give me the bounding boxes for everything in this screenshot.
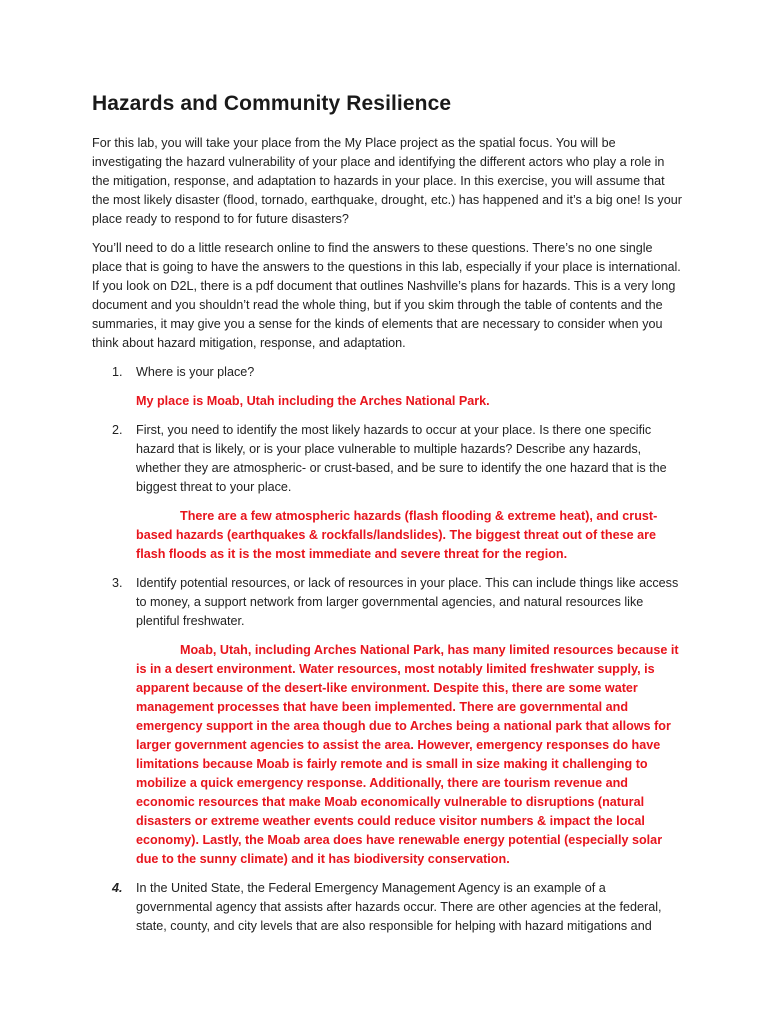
document-title: Hazards and Community Resilience: [92, 92, 452, 115]
question-2-prompt: [92, 421, 682, 497]
question-4: [92, 879, 682, 936]
question-3-prompt: [92, 574, 682, 631]
question-4-text: In the United State, the Federal Emergency Management Agency is an example of a governmental agency that assists after hazards occur. There are other agencies at the federal, state, county, and city levels that are also responsible for helping with hazard mitigations and: [136, 881, 662, 933]
question-1-prompt: [92, 363, 682, 382]
question-3-answer: Moab, Utah, including Arches National Park, has many limited resources because it is in a desert environment. Water resources, most notably limited freshwater supply, is apparent because of the desert-like environment. Despite this, there are some water management processes that have been implemented. There are governmental and emergency support in the area though due to Arches being a national park that allows for larger government agencies to assist the area. However, emergency responses do have limitations because Moab is fairly remote and is small in size making it challenging to mobilize a quick emergency response. Additionally, there are tourism revenue and economic resources that make Moab economically vulnerable to disruptions (natural disasters or extreme weather events could reduce visitor numbers & impact the local economy). Lastly, the Moab area does have renewable energy potential (especially solar due to the sunny climate) and it has biodiversity conservation.: [136, 643, 679, 866]
question-1: [92, 363, 682, 411]
question-1-answer: My place is Moab, Utah including the Arches National Park.: [136, 394, 490, 408]
intro-paragraph-2: You’ll need to do a little research online to find the answers to these questions. There’s no one single place that is going to have the answers to the questions in this lab, especially if your place is international. If you look on D2L, there is a pdf document that outlines Nashville’s plans for hazards. This is a very long document and you shouldn’t read the whole thing, but if you skim through the table of contents and the summaries, it may give you a sense for the kinds of elements that are necessary to consider when you think about hazard mitigation, response, and adaptation.: [92, 241, 681, 350]
question-3-text: Identify potential resources, or lack of resources in your place. This can include things like access to money, a support network from larger governmental agencies, and natural resources like plentiful freshwater.: [136, 576, 679, 628]
question-3: [92, 574, 682, 869]
question-4-number: 4.: [112, 881, 123, 895]
question-4-prompt: [92, 879, 682, 936]
question-2-number: 2.: [112, 423, 123, 437]
question-2-answer: There are a few atmospheric hazards (flash flooding & extreme heat), and crust-based hazards (earthquakes & rockfalls/landslides). The biggest threat out of these are flash floods as it is the most immediate and severe threat for the region.: [136, 509, 658, 561]
question-1-number: 1.: [112, 365, 123, 379]
question-2-text: First, you need to identify the most likely hazards to occur at your place. Is there one specific hazard that is likely, or is your place vulnerable to multiple hazards? Describe any hazards, whether they are atmospheric- or crust-based, and be sure to identify the one hazard that is the biggest threat to your place.: [136, 423, 667, 494]
question-2: [92, 421, 682, 564]
question-3-number: 3.: [112, 576, 123, 590]
question-1-text: Where is your place?: [136, 365, 255, 379]
intro-paragraph-1: For this lab, you will take your place from the My Place project as the spatial focus. You will be investigating the hazard vulnerability of your place and identifying the different actors who play a role in the mitigation, response, and adaptation to hazards in your place. In this exercise, you will assume that the most likely disaster (flood, tornado, earthquake, drought, etc.) has happened and it’s a big one! Is your place ready to respond to for future disasters?: [92, 136, 682, 226]
